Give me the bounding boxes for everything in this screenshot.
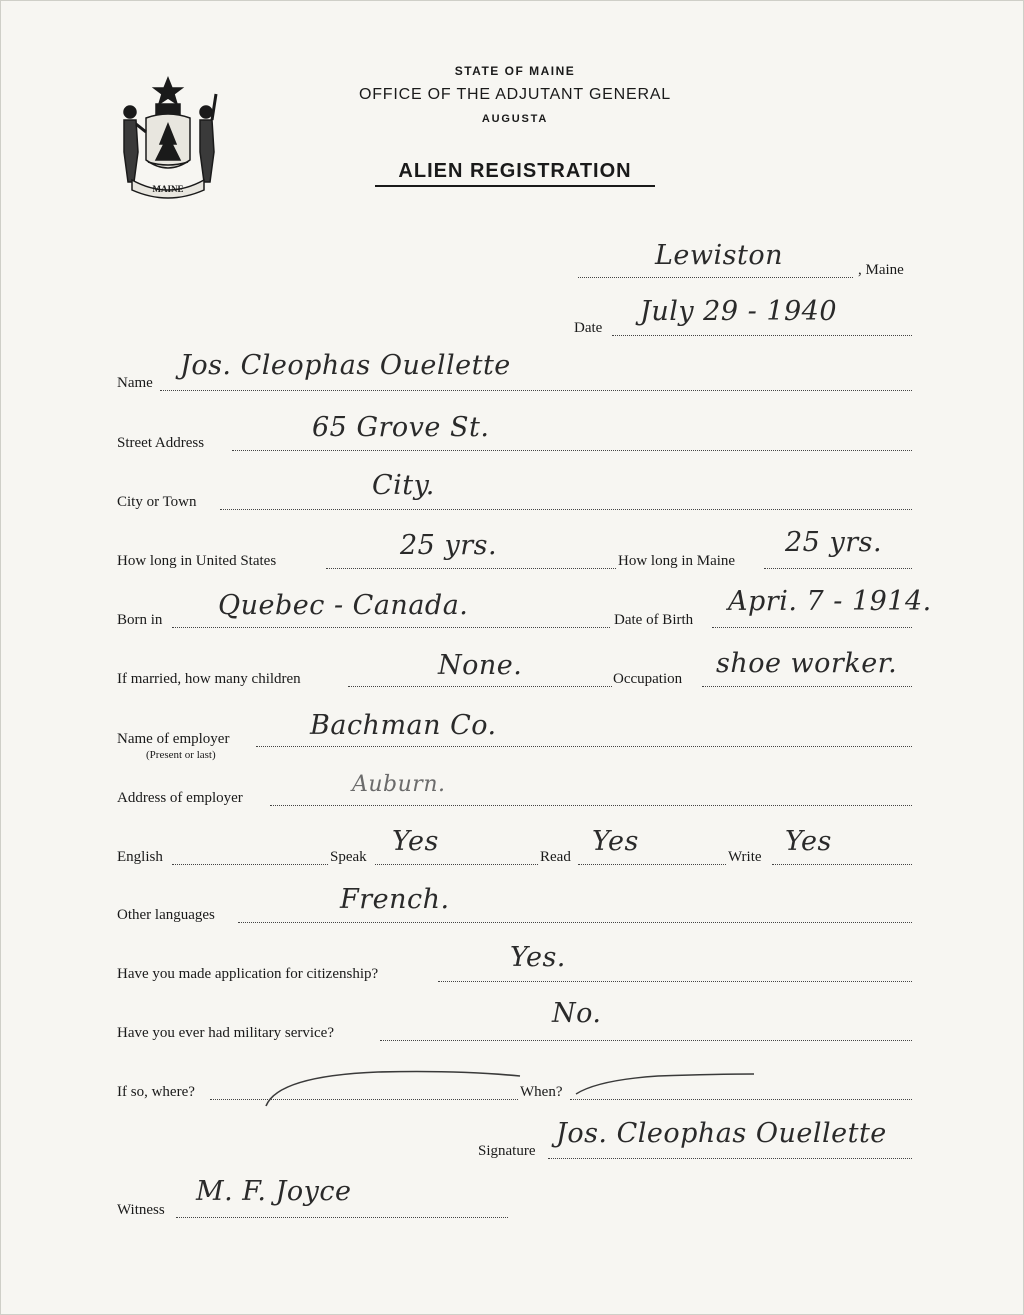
city-label: City or Town — [117, 494, 197, 510]
read-entry: Yes — [592, 826, 639, 857]
military-entry: No. — [552, 998, 602, 1029]
town-entry: Lewiston — [655, 240, 784, 271]
how-long-us-entry: 25 yrs. — [400, 530, 498, 561]
name-line — [160, 390, 912, 391]
seal-banner-text: MAINE — [152, 184, 184, 194]
witness-label: Witness — [117, 1202, 165, 1218]
name-entry: Jos. Cleophas Ouellette — [180, 350, 511, 381]
employer-note: (Present or last) — [146, 749, 216, 761]
english-label: English — [117, 849, 163, 865]
how-long-me-line — [764, 568, 912, 569]
read-line — [578, 864, 726, 865]
town-line — [578, 277, 853, 278]
dob-label: Date of Birth — [614, 612, 694, 628]
office-heading: OFFICE OF THE ADJUTANT GENERAL — [358, 86, 672, 103]
military-label: Have you ever had military service? — [117, 1025, 334, 1041]
other-languages-line — [238, 922, 912, 923]
witness-line — [176, 1217, 508, 1218]
speak-line — [375, 864, 538, 865]
children-entry: None. — [438, 650, 523, 681]
employer-entry: Bachman Co. — [310, 710, 497, 741]
where-label: If so, where? — [117, 1084, 195, 1100]
how-long-us-line — [326, 568, 616, 569]
title-underline — [375, 185, 655, 187]
when-label: When? — [520, 1084, 563, 1100]
street-entry: 65 Grove St. — [312, 412, 490, 443]
employer-address-line — [270, 805, 912, 806]
date-label: Date — [574, 320, 603, 336]
city-line — [220, 509, 912, 510]
citizenship-entry: Yes. — [510, 942, 566, 973]
write-line — [772, 864, 912, 865]
other-languages-label: Other languages — [117, 907, 215, 923]
born-in-line — [172, 627, 610, 628]
employer-address-label: Address of employer — [117, 790, 243, 806]
employer-line — [256, 746, 912, 747]
read-label: Read — [540, 849, 571, 865]
speak-label: Speak — [330, 849, 367, 865]
citizenship-line — [438, 981, 912, 982]
maine-label: , Maine — [858, 262, 904, 278]
street-label: Street Address — [117, 435, 205, 451]
children-line — [348, 686, 612, 687]
city-heading: AUGUSTA — [481, 113, 549, 125]
citizenship-label: Have you made application for citizenship? — [117, 966, 379, 982]
how-long-us-label: How long in United States — [117, 553, 277, 569]
occupation-label: Occupation — [613, 671, 683, 687]
signature-label: Signature — [478, 1143, 536, 1159]
date-entry: July 29 - 1940 — [640, 296, 838, 327]
dob-entry: Apri. 7 - 1914. — [728, 586, 932, 617]
state-heading: STATE OF MAINE — [454, 64, 576, 78]
city-entry: City. — [372, 470, 435, 501]
occupation-entry: shoe worker. — [716, 648, 898, 679]
street-line — [232, 450, 912, 451]
where-when-strike-marks — [258, 1064, 758, 1114]
date-line — [612, 335, 912, 336]
other-languages-entry: French. — [340, 884, 450, 915]
employer-label: Name of employer — [117, 731, 230, 747]
how-long-me-entry: 25 yrs. — [785, 527, 883, 558]
born-in-label: Born in — [117, 612, 163, 628]
occupation-line — [702, 686, 912, 687]
speak-entry: Yes — [392, 826, 439, 857]
employer-address-entry: Auburn. — [352, 772, 446, 797]
signature-entry: Jos. Cleophas Ouellette — [556, 1118, 887, 1149]
how-long-me-label: How long in Maine — [618, 553, 736, 569]
write-entry: Yes — [785, 826, 832, 857]
write-label: Write — [728, 849, 762, 865]
english-line — [172, 864, 328, 865]
signature-line — [548, 1158, 912, 1159]
name-label: Name — [117, 375, 153, 391]
military-line — [380, 1040, 912, 1041]
maine-seal-icon — [112, 72, 224, 202]
born-in-entry: Quebec - Canada. — [218, 590, 469, 621]
witness-entry: M. F. Joyce — [196, 1176, 352, 1207]
dob-line — [712, 627, 912, 628]
form-title: ALIEN REGISTRATION — [398, 160, 632, 182]
children-label: If married, how many children — [117, 671, 301, 687]
